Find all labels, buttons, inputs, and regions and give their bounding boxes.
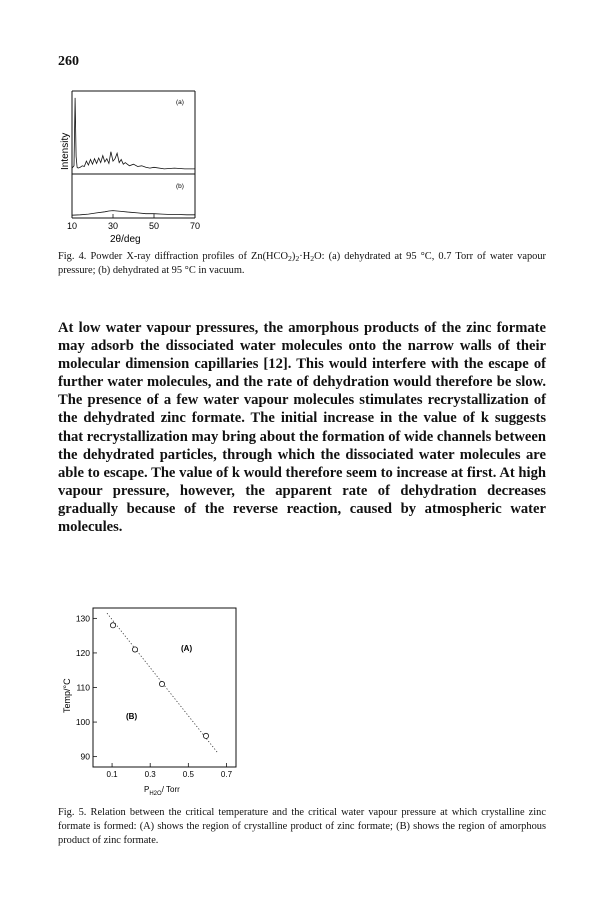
figure-4-xrd-chart [40, 80, 220, 248]
fig5-x-tick-label: 0.1 [106, 770, 118, 779]
fig5-xlabel-p: P [144, 785, 150, 794]
fig5-data-point [132, 647, 137, 652]
figure-5-temp-pressure-chart [56, 603, 246, 798]
fig5-data-point [203, 733, 208, 738]
fig4-x-tick-label: 50 [148, 221, 160, 231]
fig5-y-tick-label: 120 [75, 647, 90, 658]
fig4-x-tick-labels [67, 221, 200, 231]
fig5-data-point [159, 681, 164, 686]
body-paragraph-text: At low water vapour pressures, the amorphous products of the zinc formate may adsorb the dissociated water molecules onto the narrow walls of their molecular dimension capillaries [12]. This would interfere with the escape of further water molecules, and the rate of dehydration would therefore be slow. The presence of a few water vapour molecules stimulates recrystallization of the dehydrated zinc formate. The initial increase in the value of k suggests that recrystallization may bring about the formation of wide channels between the dehydrated particles, through which the dissociated water molecules are able to escape. The value of k would therefore seem to increase at first. At high vapour pressure, however, the apparent rate of dehydration decreases gradually because of the reverse reaction, caused by atmospheric water molecules. [58, 320, 546, 536]
fig5-y-tick-label: 110 [76, 682, 90, 693]
fig4-series-b-line [72, 211, 195, 216]
fig4-ylabel: Intensity [60, 132, 71, 170]
fig4-x-tick-label: 30 [107, 221, 119, 231]
fig5-ticks [93, 618, 226, 767]
fig4-x-tick-label: 10 [66, 221, 78, 231]
figure-4-caption [58, 250, 546, 278]
fig4-caption-sub: 2 [310, 254, 315, 263]
fig5-y-tick-labels [76, 613, 90, 761]
fig5-data-points [110, 623, 208, 739]
figure-5-caption: Fig. 5. Relation between the critical temperature and the critical water vapour pressure at which crystalline zinc formate is formed: (A) shows the region of crystalline product of zinc formate; (B) shows the region of amorphous product of zinc formate. [58, 807, 546, 846]
fig5-data-point [110, 623, 115, 628]
fig4-caption-sub: 2 [295, 254, 300, 263]
fig5-xlabel-unit: / Torr [161, 785, 180, 794]
fig5-x-tick-labels [107, 770, 233, 779]
fig5-region-a: (A) [181, 644, 193, 653]
fig5-y-tick-label: 90 [80, 751, 90, 762]
page-number: 260 [58, 54, 79, 69]
fig4-caption-sub: 2 [287, 254, 292, 263]
fig4-x-tick-label: 70 [189, 221, 201, 231]
fig4-label-a: (a) [176, 99, 184, 106]
fig5-x-tick-label: 0.7 [220, 770, 233, 779]
fig4-series-a-line [72, 98, 195, 169]
fig4-caption-part: ) [291, 251, 296, 262]
fig5-y-tick-label: 100 [75, 717, 90, 728]
fig5-x-tick-label: 0.5 [182, 770, 194, 779]
fig4-caption-part: Fig. 4. Powder X-ray diffraction profiles of Zn(HCO [58, 251, 288, 262]
fig5-y-tick-label: 130 [75, 613, 90, 624]
fig5-frame [93, 608, 236, 767]
fig5-ylabel: Temp/°C [62, 678, 72, 713]
fig5-xlabel-sub: H2O [149, 791, 162, 797]
fig5-region-b: (B) [126, 712, 138, 721]
fig4-caption-part: ·H [299, 251, 311, 262]
body-paragraph [58, 319, 546, 536]
fig5-x-tick-label: 0.3 [144, 770, 156, 779]
fig5-xlabel [144, 785, 180, 797]
fig4-label-b: (b) [176, 183, 184, 190]
fig4-caption-part: O: (a) dehydrated at 95 °C, 0.7 Torr of water vapour pressure; (b) dehydrated at 95 °C in vacuum. [58, 251, 546, 276]
fig4-xlabel: 2θ/deg [110, 234, 141, 245]
